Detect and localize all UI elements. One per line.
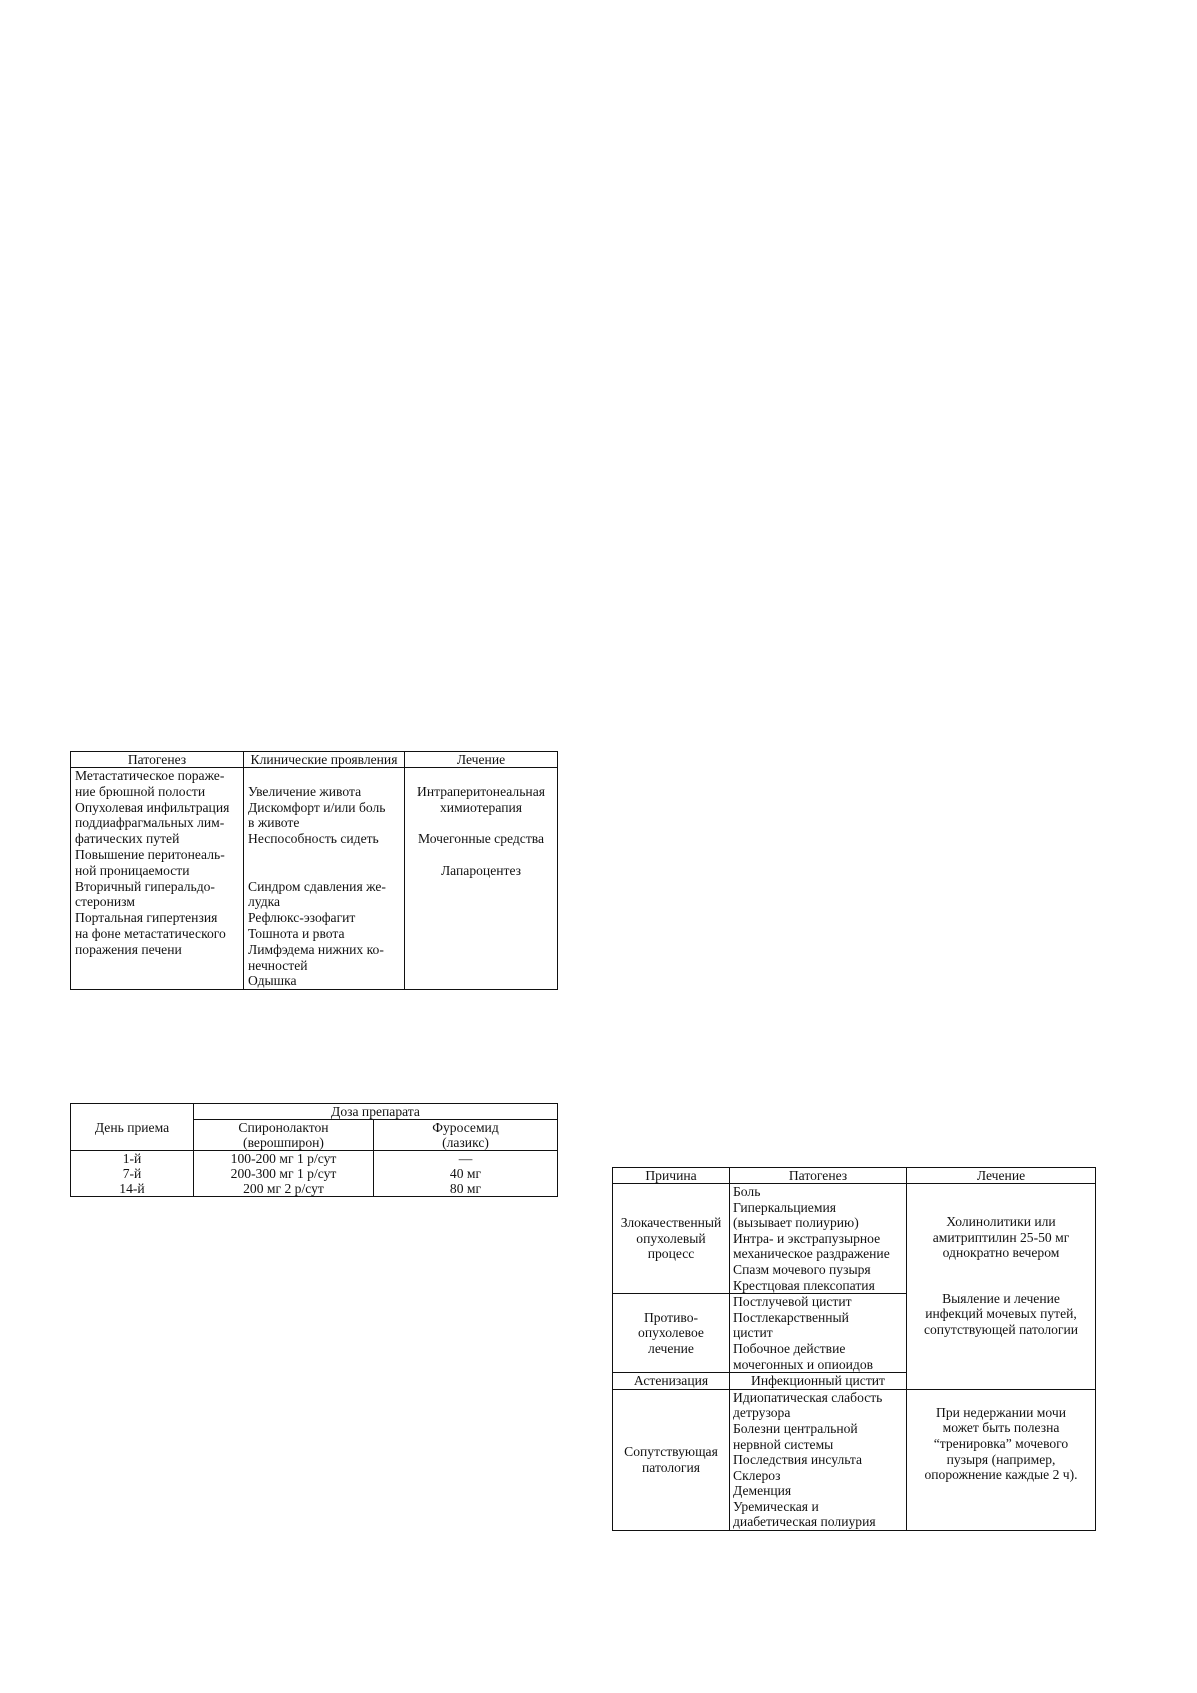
- text-line: Болезни центральной: [733, 1420, 858, 1436]
- header-spironolactone: [194, 1120, 374, 1151]
- text-line: химиотерапия: [440, 799, 522, 815]
- bladder-table: [612, 1167, 1096, 1531]
- text-line: Метастатическое пораже-: [75, 768, 225, 783]
- pathogenesis-cell: [730, 1294, 907, 1373]
- text-line: пузыря (например,: [946, 1451, 1056, 1467]
- furo-cell: [374, 1151, 558, 1197]
- text-line: опорожнение каждые 2 ч).: [924, 1467, 1078, 1483]
- text-line: Повышение перитонеаль-: [75, 846, 225, 862]
- drug-name: Спиронолактон: [238, 1120, 329, 1135]
- text-line: ние брюшной полости: [75, 783, 206, 799]
- text-line: [248, 768, 400, 784]
- text-line: нервной системы: [733, 1436, 834, 1452]
- header-pathogenesis: Патогенез: [71, 752, 244, 768]
- text-line: При недержании мочи: [936, 1404, 1066, 1420]
- text-line: нечностей: [248, 957, 308, 973]
- text-line: детрузора: [733, 1405, 791, 1421]
- text-line: диабетическая полиурия: [733, 1514, 876, 1530]
- text-line: Вторичный гиперальдо-: [75, 878, 215, 894]
- cause-cell: [613, 1184, 730, 1294]
- treatment-cell-top: [907, 1184, 1096, 1390]
- day-value: 1-й: [122, 1151, 142, 1166]
- text-line: Синдром сдавления же-: [248, 878, 386, 894]
- header-treatment: Лечение: [907, 1168, 1096, 1184]
- text-line: фатических путей: [75, 831, 180, 847]
- diuretic-table: [70, 1103, 558, 1197]
- drug-brand: (верошпирон): [243, 1135, 324, 1150]
- day-value: 14-й: [119, 1181, 145, 1196]
- text-line: Увеличение живота: [248, 783, 362, 799]
- ascites-table: [70, 751, 558, 990]
- text-line: ной проницаемости: [75, 862, 190, 878]
- text-line: [248, 847, 400, 863]
- text-line: Постлекарственный: [733, 1309, 849, 1325]
- text-line: [248, 863, 400, 879]
- table-row: [71, 1151, 558, 1197]
- text-line: опухолевый: [636, 1230, 706, 1246]
- cause-cell: [613, 1294, 730, 1373]
- text-line: Мочегонные средства: [417, 831, 545, 847]
- text-line: “тренировка” мочевого: [933, 1435, 1069, 1451]
- text-line: стеронизм: [75, 894, 135, 910]
- text-line: Портальная гипертензия: [75, 910, 218, 926]
- text-line: Постлучевой цистит: [733, 1294, 852, 1310]
- header-dose: Доза препарата: [194, 1104, 558, 1120]
- text-line: патология: [641, 1459, 701, 1475]
- text-line: Побочное действие: [733, 1340, 846, 1356]
- furo-dose: 80 мг: [449, 1181, 482, 1196]
- text-line: Холинолитики или: [946, 1214, 1056, 1229]
- text-line: лудка: [248, 894, 281, 910]
- text-line: [409, 768, 553, 784]
- text-line: на фоне метастатического: [75, 925, 226, 941]
- text-line: Лимфэдема нижних ко-: [248, 941, 384, 957]
- text-line: Интра- и экстрапузырное: [733, 1230, 881, 1246]
- text-line: мочегонных и опиоидов: [733, 1356, 874, 1372]
- text-line: (вызывает полиурию): [733, 1215, 859, 1231]
- text-line: опухолевое: [638, 1325, 704, 1341]
- pathogenesis-cell: [730, 1184, 907, 1294]
- text-line: инфекций мочевых путей,: [925, 1306, 1077, 1322]
- text-line: амитриптилин 25-50 мг: [932, 1229, 1070, 1245]
- day-cell: [71, 1151, 194, 1197]
- text-line: поражения печени: [75, 941, 182, 957]
- diuretic-header-row-1: [71, 1104, 558, 1120]
- text-line: процесс: [647, 1246, 695, 1262]
- cause-cell: Астенизация: [613, 1373, 730, 1390]
- text-line: Деменция: [733, 1483, 792, 1499]
- text-line: Злокачественный: [620, 1215, 722, 1231]
- ascites-header-row: [71, 752, 558, 768]
- header-treatment: Лечение: [405, 752, 558, 768]
- clinical-cell: [244, 768, 405, 990]
- day-value: 7-й: [122, 1166, 142, 1181]
- spiro-dose: 200 мг 2 р/сут: [243, 1181, 324, 1196]
- pathogenesis-cell: [71, 768, 244, 990]
- text-line: поддиафрагмальных лим-: [75, 815, 225, 831]
- bladder-header-row: [613, 1168, 1096, 1184]
- cause-cell: [613, 1389, 730, 1530]
- text-line: Боль: [733, 1184, 761, 1199]
- pathogenesis-cell: [730, 1389, 907, 1530]
- text-line: Опухолевая инфильтрация: [75, 799, 230, 815]
- text-line: Крестцовая плексопатия: [733, 1277, 875, 1293]
- furo-dose: —: [458, 1151, 473, 1166]
- text-line: Рефлюкс-эзофагит: [248, 910, 356, 926]
- text-line: лечение: [648, 1340, 694, 1356]
- header-cause: Причина: [613, 1168, 730, 1184]
- text-line: Уремическая и: [733, 1498, 819, 1514]
- text-line: Тошнота и рвота: [248, 925, 345, 941]
- text-line: Интраперитонеальная: [417, 783, 545, 799]
- header-pathogenesis: Патогенез: [730, 1168, 907, 1184]
- text-line: Последствия инсульта: [733, 1452, 863, 1468]
- furo-dose: 40 мг: [449, 1166, 482, 1181]
- drug-name: Фуросемид: [432, 1120, 499, 1135]
- spiro-dose: 100-200 мг 1 р/сут: [230, 1151, 337, 1166]
- text-line: цистит: [733, 1325, 773, 1341]
- text-line: Выяление и лечение: [942, 1290, 1060, 1306]
- drug-brand: (лазикс): [442, 1135, 489, 1150]
- text-line: Сопутствующая: [624, 1444, 718, 1460]
- text-line: Склероз: [733, 1467, 781, 1483]
- text-line: Идиопатическая слабость: [733, 1389, 883, 1405]
- text-line: сопутствующей патологии: [923, 1321, 1079, 1337]
- text-line: Неспособность сидеть: [248, 831, 379, 847]
- text-line: механическое раздражение: [733, 1246, 890, 1262]
- table-row: [613, 1389, 1096, 1530]
- header-clinical: Клинические проявления: [244, 752, 405, 768]
- treatment-cell-bottom: [907, 1389, 1096, 1530]
- text-line: может быть полезна: [942, 1420, 1060, 1436]
- ascites-body-row: [71, 768, 558, 990]
- text-line: Дискомфорт и/или боль: [248, 799, 386, 815]
- text-line: Противо-: [643, 1309, 699, 1325]
- table-row: [613, 1184, 1096, 1294]
- text-line: в животе: [248, 815, 300, 831]
- text-line: Гиперкальциемия: [733, 1199, 836, 1215]
- spiro-cell: [194, 1151, 374, 1197]
- text-line: Одышка: [248, 973, 297, 989]
- text-line: [409, 815, 553, 831]
- header-day: День приема: [71, 1104, 194, 1151]
- text-line: [409, 847, 553, 863]
- header-furosemide: [374, 1120, 558, 1151]
- text-line: однократно вечером: [942, 1245, 1060, 1261]
- spiro-dose: 200-300 мг 1 р/сут: [230, 1166, 337, 1181]
- pathogenesis-cell: Инфекционный цистит: [730, 1373, 907, 1390]
- treatment-cell: [405, 768, 558, 990]
- text-line: Лапароцентез: [440, 862, 522, 878]
- text-line: Спазм мочевого пузыря: [733, 1261, 871, 1277]
